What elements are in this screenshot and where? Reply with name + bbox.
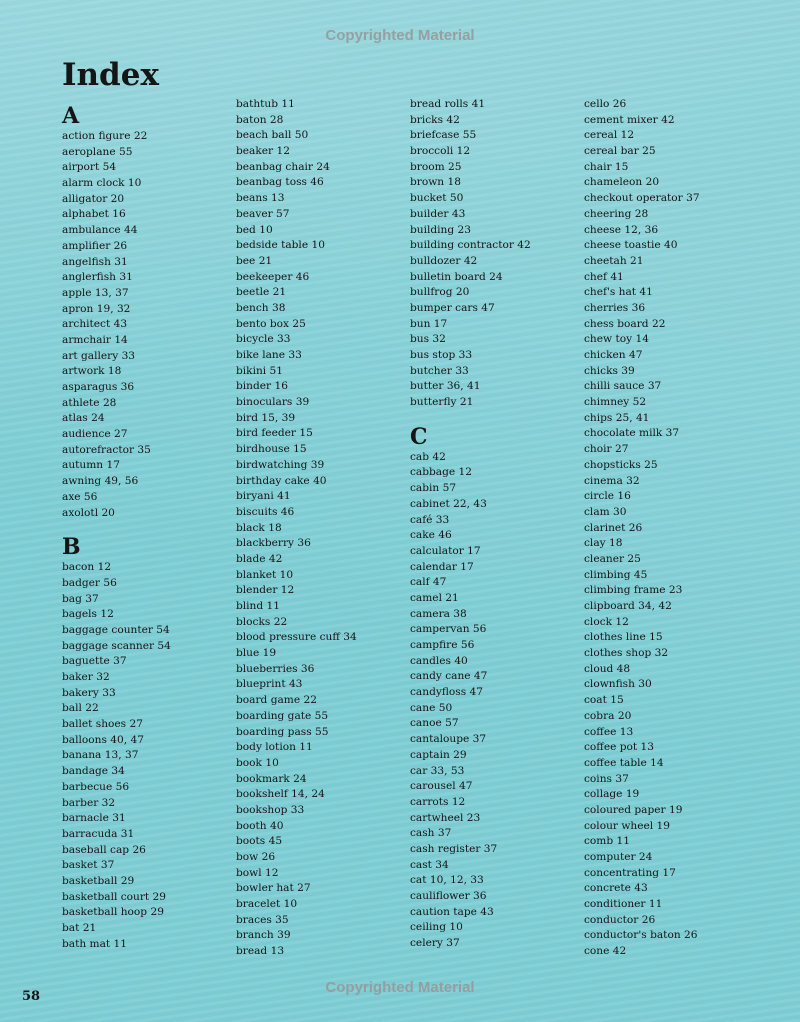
index-column-1 <box>62 103 234 952</box>
index-entry: butter 36, 41 <box>410 380 481 393</box>
index-entry: bricks 42 <box>410 113 460 126</box>
index-entry: bookmark 24 <box>236 772 307 785</box>
index-entry: building 23 <box>410 223 472 236</box>
index-list-c-continued <box>584 97 756 960</box>
index-entry: bowl 12 <box>236 866 279 879</box>
index-entry: briefcase 55 <box>410 129 477 142</box>
index-entry: bakery 33 <box>62 686 116 699</box>
index-entry: cantaloupe 37 <box>410 733 487 746</box>
index-entry: bird 15, 39 <box>236 411 296 424</box>
index-entry: cone 42 <box>584 945 627 958</box>
index-entry: binder 16 <box>236 380 288 393</box>
index-entry: branch 39 <box>236 929 291 942</box>
index-entry: clownfish 30 <box>584 678 652 691</box>
index-entry: boarding pass 55 <box>236 725 329 738</box>
index-entry: basketball court 29 <box>62 890 167 903</box>
index-list-b-end <box>410 97 582 411</box>
index-entry: cereal 12 <box>584 129 635 142</box>
index-entry: atlas 24 <box>62 412 105 425</box>
index-entry: bird feeder 15 <box>236 427 313 440</box>
index-entry: blanket 10 <box>236 568 294 581</box>
index-entry: cherries 36 <box>584 301 646 314</box>
index-entry: biscuits 46 <box>236 505 295 518</box>
index-entry: birdwatching 39 <box>236 458 325 471</box>
index-entry: climbing frame 23 <box>584 584 683 597</box>
index-entry: apple 13, 37 <box>62 286 129 299</box>
index-entry: binoculars 39 <box>236 396 310 409</box>
index-entry: coffee 13 <box>584 725 634 738</box>
index-entry: bulletin board 24 <box>410 270 503 283</box>
index-entry: basketball hoop 29 <box>62 906 164 919</box>
index-entry: chef 41 <box>584 270 624 283</box>
index-entry: clock 12 <box>584 615 629 628</box>
index-entry: climbing 45 <box>584 568 648 581</box>
index-entry: broom 25 <box>410 160 462 173</box>
index-entry: asparagus 36 <box>62 381 135 393</box>
index-entry: candyfloss 47 <box>410 686 484 699</box>
index-entry: action figure 22 <box>62 130 148 142</box>
index-entry: cauliflower 36 <box>410 890 487 902</box>
index-entry: bread 13 <box>236 945 285 958</box>
index-entry: canoe 57 <box>410 717 459 730</box>
index-entry: builder 43 <box>410 207 466 220</box>
index-entry: booth 40 <box>236 819 284 832</box>
index-entry: campervan 56 <box>410 623 487 636</box>
index-entry: alligator 20 <box>62 192 125 205</box>
section-letter-c: C <box>410 423 428 450</box>
index-entry: cast 34 <box>410 858 449 871</box>
index-entry: basket 37 <box>62 859 115 872</box>
index-entry: boots 45 <box>236 835 283 848</box>
index-entry: audience 27 <box>62 428 128 441</box>
index-entry: chips 25, 41 <box>584 411 650 424</box>
index-entry: bike lane 33 <box>236 349 302 361</box>
index-entry: blind 11 <box>236 600 281 612</box>
index-entry: blueberries 36 <box>236 662 315 675</box>
index-column-3 <box>410 97 582 952</box>
index-entry: cabbage 12 <box>410 466 473 479</box>
index-entry: coloured paper 19 <box>584 803 683 816</box>
index-entry: braces 35 <box>236 913 289 926</box>
index-entry: badger 56 <box>62 576 117 589</box>
index-entry: cab 42 <box>410 450 446 463</box>
index-entry: cheese toastie 40 <box>584 239 678 252</box>
index-entry: angelfish 31 <box>62 255 128 268</box>
index-entry: cake 46 <box>410 529 452 542</box>
index-entry: camera 38 <box>410 607 467 620</box>
index-entry: checkout operator 37 <box>584 192 700 205</box>
index-entry: bookshop 33 <box>236 803 305 816</box>
index-entry: cereal bar 25 <box>584 145 656 158</box>
index-entry: beaver 57 <box>236 207 290 220</box>
index-entry: beaker 12 <box>236 145 290 158</box>
index-entry: blocks 22 <box>236 615 288 628</box>
index-entry: choir 27 <box>584 443 629 456</box>
index-entry: calculator 17 <box>410 544 481 557</box>
index-entry: carousel 47 <box>410 780 473 793</box>
index-entry: clam 30 <box>584 505 627 518</box>
index-entry: bacon 12 <box>62 561 112 574</box>
index-entry: car 33, 53 <box>410 764 465 777</box>
index-entry: clothes line 15 <box>584 631 663 644</box>
index-entry: camel 21 <box>410 591 459 604</box>
index-entry: clay 18 <box>584 537 623 550</box>
index-entry: banana 13, 37 <box>62 749 139 762</box>
index-list-c <box>410 450 582 952</box>
index-entry: concentrating 17 <box>584 866 676 879</box>
index-entry: cash register 37 <box>410 842 498 855</box>
index-entry: cleaner 25 <box>584 552 641 565</box>
index-entry: bag 37 <box>62 592 99 605</box>
index-entry: concrete 43 <box>584 882 648 895</box>
index-entry: cheetah 21 <box>584 254 644 267</box>
index-entry: bath mat 11 <box>62 937 128 950</box>
page-title: Index <box>62 57 159 93</box>
index-entry: building contractor 42 <box>410 239 531 252</box>
index-entry: chicks 39 <box>584 364 635 377</box>
index-entry: café 33 <box>410 513 450 526</box>
index-entry: carrots 12 <box>410 795 466 808</box>
index-entry: baggage counter 54 <box>62 623 170 636</box>
index-entry: beanbag toss 46 <box>236 176 324 189</box>
index-entry: awning 49, 56 <box>62 475 139 488</box>
index-entry: bow 26 <box>236 851 276 863</box>
index-entry: chopsticks 25 <box>584 458 658 471</box>
index-entry: cheering 28 <box>584 207 649 220</box>
index-entry: beetle 21 <box>236 286 287 299</box>
index-entry: cello 26 <box>584 98 627 110</box>
index-entry: autorefractor 35 <box>62 443 151 456</box>
index-entry: athlete 28 <box>62 396 117 409</box>
index-entry: apron 19, 32 <box>62 302 131 315</box>
index-entry: bun 17 <box>410 317 448 330</box>
index-entry: bulldozer 42 <box>410 254 478 267</box>
index-entry: calf 47 <box>410 576 447 589</box>
index-entry: bento box 25 <box>236 317 306 330</box>
index-entry: bagels 12 <box>62 608 114 621</box>
index-entry: barracuda 31 <box>62 827 135 840</box>
index-entry: clipboard 34, 42 <box>584 600 672 612</box>
index-entry: colour wheel 19 <box>584 819 670 832</box>
index-entry: bracelet 10 <box>236 898 298 911</box>
index-entry: blue 19 <box>236 647 277 660</box>
index-list-b-continued <box>236 97 408 960</box>
index-entry: blueprint 43 <box>236 678 303 691</box>
index-entry: conductor 26 <box>584 913 656 926</box>
index-entry: baguette 37 <box>62 655 127 668</box>
index-entry: bus 32 <box>410 333 446 346</box>
index-entry: axe 56 <box>62 490 98 503</box>
index-entry: baseball cap 26 <box>62 843 146 856</box>
index-entry: aeroplane 55 <box>62 145 133 158</box>
index-entry: candy cane 47 <box>410 670 488 683</box>
index-entry: basketball 29 <box>62 874 135 887</box>
index-entry: book 10 <box>236 756 279 769</box>
index-entry: blood pressure cuff 34 <box>236 631 357 644</box>
section-letter-a: A <box>62 103 80 129</box>
index-entry: bread rolls 41 <box>410 98 486 110</box>
index-entry: cinema 32 <box>584 474 640 487</box>
index-entry: cash 37 <box>410 827 452 840</box>
index-entry: bathtub 11 <box>236 98 295 110</box>
index-entry: computer 24 <box>584 851 653 863</box>
index-entry: campfire 56 <box>410 639 475 651</box>
index-column-4 <box>584 97 756 960</box>
index-entry: beans 13 <box>236 192 285 205</box>
index-entry: chimney 52 <box>584 396 647 409</box>
index-entry: caution tape 43 <box>410 905 494 918</box>
index-entry: conductor's baton 26 <box>584 929 698 942</box>
index-entry: birdhouse 15 <box>236 443 307 456</box>
index-entry: barnacle 31 <box>62 812 126 825</box>
index-entry: clothes shop 32 <box>584 647 669 660</box>
copyright-watermark-bottom: Copyrighted Material <box>325 979 475 996</box>
index-entry: conditioner 11 <box>584 898 663 911</box>
index-entry: art gallery 33 <box>62 349 136 362</box>
index-entry: ballet shoes 27 <box>62 718 143 731</box>
index-entry: bicycle 33 <box>236 333 291 346</box>
index-entry: candles 40 <box>410 654 468 667</box>
index-entry: cobra 20 <box>584 709 632 722</box>
index-entry: broccoli 12 <box>410 145 471 158</box>
index-entry: balloons 40, 47 <box>62 733 144 746</box>
index-entry: ceiling 10 <box>410 921 463 934</box>
index-entry: axolotl 20 <box>62 506 115 519</box>
index-entry: coffee pot 13 <box>584 741 655 754</box>
index-entry: architect 43 <box>62 318 128 331</box>
index-entry: collage 19 <box>584 788 640 801</box>
index-entry: amplifier 26 <box>62 239 128 252</box>
index-entry: baker 32 <box>62 671 110 683</box>
index-entry: chocolate milk 37 <box>584 427 680 440</box>
index-entry: beach ball 50 <box>236 129 309 142</box>
index-entry: bat 21 <box>62 922 97 934</box>
index-entry: board game 22 <box>236 694 317 707</box>
index-entry: butcher 33 <box>410 364 469 377</box>
index-entry: bench 38 <box>236 301 286 314</box>
index-entry: cane 50 <box>410 701 453 714</box>
index-entry: chilli sauce 37 <box>584 380 662 393</box>
index-entry: clarinet 26 <box>584 521 643 534</box>
index-entry: alphabet 16 <box>62 208 126 221</box>
index-entry: alarm clock 10 <box>62 177 142 190</box>
index-entry: artwork 18 <box>62 365 122 378</box>
index-entry: biryani 41 <box>236 490 291 503</box>
index-entry: bed 10 <box>236 223 273 236</box>
index-entry: ambulance 44 <box>62 224 138 237</box>
index-entry: black 18 <box>236 521 282 534</box>
index-entry: baggage scanner 54 <box>62 639 171 652</box>
index-entry: chicken 47 <box>584 349 643 361</box>
index-entry: captain 29 <box>410 748 467 761</box>
index-entry: chef's hat 41 <box>584 286 653 299</box>
index-entry: bee 21 <box>236 254 273 267</box>
index-entry: airport 54 <box>62 161 117 174</box>
index-entry: baton 28 <box>236 113 284 126</box>
index-entry: cabin 57 <box>410 482 457 495</box>
index-entry: cartwheel 23 <box>410 811 481 824</box>
index-entry: cabinet 22, 43 <box>410 497 487 510</box>
index-entry: autumn 17 <box>62 459 120 472</box>
index-entry: comb 11 <box>584 835 630 848</box>
index-entry: bumper cars 47 <box>410 301 495 314</box>
index-list-b <box>62 560 234 952</box>
index-column-2 <box>236 97 408 960</box>
index-entry: cement mixer 42 <box>584 113 675 126</box>
index-entry: bullfrog 20 <box>410 286 470 299</box>
index-entry: ball 22 <box>62 702 99 715</box>
index-entry: boarding gate 55 <box>236 709 329 722</box>
index-entry: chew toy 14 <box>584 333 649 346</box>
index-entry: body lotion 11 <box>236 741 313 754</box>
index-entry: birthday cake 40 <box>236 474 327 487</box>
index-entry: bucket 50 <box>410 192 464 205</box>
index-entry: brown 18 <box>410 176 461 189</box>
index-entry: chameleon 20 <box>584 176 660 189</box>
index-entry: bookshelf 14, 24 <box>236 788 325 801</box>
index-entry: butterfly 21 <box>410 396 474 409</box>
copyright-watermark-top: Copyrighted Material <box>325 27 475 44</box>
index-list-a <box>62 129 234 521</box>
index-entry: beekeeper 46 <box>236 270 310 283</box>
index-entry: bus stop 33 <box>410 349 473 361</box>
index-entry: cloud 48 <box>584 662 631 675</box>
index-entry: coins 37 <box>584 772 629 785</box>
index-entry: bedside table 10 <box>236 239 325 252</box>
index-entry: cheese 12, 36 <box>584 223 659 236</box>
index-entry: blade 42 <box>236 552 283 565</box>
index-entry: coffee table 14 <box>584 756 664 769</box>
index-entry: armchair 14 <box>62 333 128 346</box>
index-entry: barber 32 <box>62 796 116 809</box>
index-entry: beanbag chair 24 <box>236 160 330 173</box>
index-entry: blender 12 <box>236 584 295 597</box>
index-entry: bikini 51 <box>236 364 284 377</box>
index-entry: chess board 22 <box>584 317 666 330</box>
index-entry: calendar 17 <box>410 560 474 573</box>
index-entry: circle 16 <box>584 490 631 503</box>
index-entry: bowler hat 27 <box>236 882 311 895</box>
index-entry: celery 37 <box>410 937 460 950</box>
index-entry: barbecue 56 <box>62 780 130 793</box>
index-entry: cat 10, 12, 33 <box>410 874 484 887</box>
index-entry: anglerfish 31 <box>62 271 133 284</box>
index-entry: blackberry 36 <box>236 537 311 550</box>
index-entry: coat 15 <box>584 694 624 707</box>
index-entry: bandage 34 <box>62 765 125 778</box>
page-number: 58 <box>22 989 41 1004</box>
section-letter-b: B <box>62 534 81 561</box>
index-entry: chair 15 <box>584 160 629 173</box>
